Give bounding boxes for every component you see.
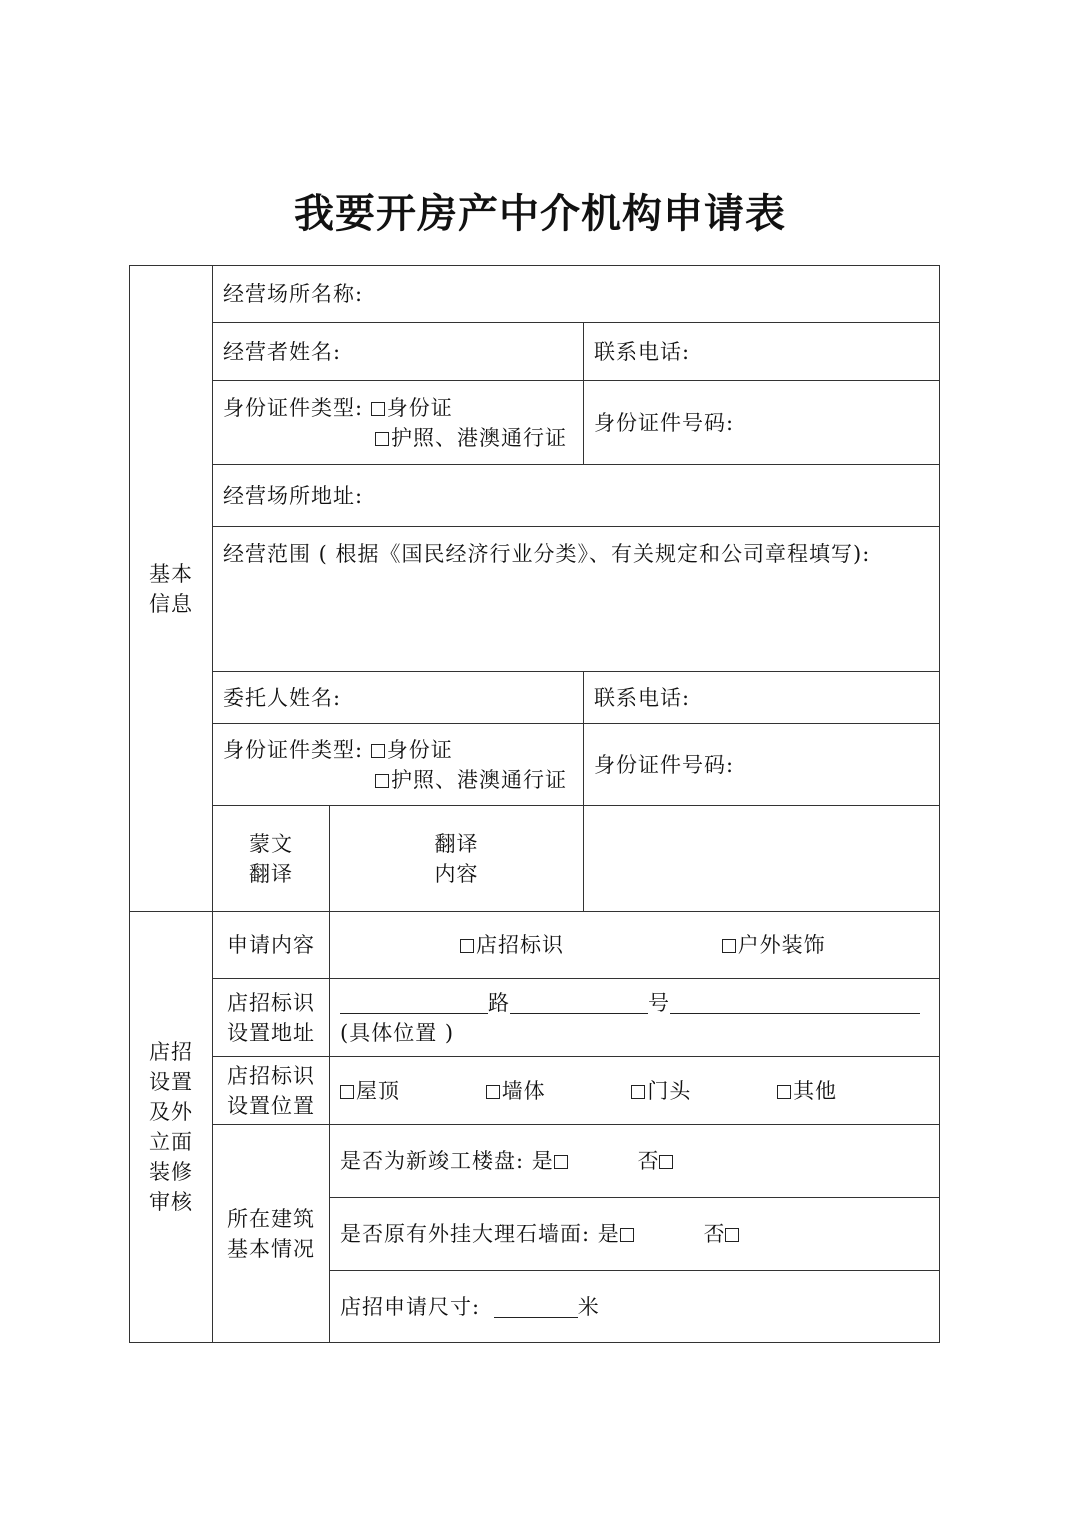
- new-building-yes-checkbox[interactable]: [554, 1155, 568, 1169]
- agent-id-type-label: 身份证件类型:: [223, 737, 364, 762]
- building-info-label-cell: [213, 1125, 330, 1343]
- apply-content-options: [330, 912, 940, 979]
- agent-id-number-field[interactable]: [584, 724, 940, 806]
- id-card-text: 身份证: [386, 395, 453, 420]
- apply-decoration-text: 户外装饰: [737, 933, 826, 957]
- other-text: 其他: [793, 1078, 838, 1103]
- new-building-no-option[interactable]: [637, 1146, 675, 1176]
- new-building-row: [330, 1125, 940, 1198]
- section-basic-info: [130, 266, 213, 912]
- agent-id-card-checkbox[interactable]: [371, 744, 385, 758]
- passport-text: 护照、港澳通行证: [391, 425, 567, 450]
- agent-passport-text: 护照、港澳通行证: [391, 767, 567, 792]
- road-blank[interactable]: [340, 991, 488, 1014]
- section-signage: [130, 912, 213, 1343]
- page-title: 我要开房产中介机构申请表: [294, 191, 786, 237]
- business-scope-label: 经营范围 ( 根据《国民经济行业分类》、有关规定和公司章程填写):: [223, 542, 871, 566]
- marble-no-text: 否: [703, 1222, 726, 1246]
- other-option[interactable]: [777, 1076, 837, 1106]
- business-name-label: 经营场所名称:: [223, 282, 364, 306]
- signage-address-label: 店招标识 设置地址: [227, 990, 315, 1045]
- translation-content-label: 翻译 内容: [434, 831, 479, 886]
- roof-option[interactable]: [340, 1076, 400, 1106]
- id-card-option[interactable]: [371, 393, 453, 423]
- translation-content-field[interactable]: [584, 806, 940, 912]
- apply-signage-checkbox[interactable]: [460, 939, 474, 953]
- agent-passport-option[interactable]: [375, 765, 567, 795]
- operator-phone-field[interactable]: [584, 323, 940, 381]
- agent-id-card-text: 身份证: [386, 737, 453, 762]
- signage-position-label: 店招标识 设置位置: [227, 1063, 315, 1118]
- wall-option[interactable]: [486, 1076, 546, 1106]
- signage-address-field[interactable]: [330, 979, 940, 1057]
- roof-text: 屋顶: [356, 1078, 400, 1103]
- number-text: 号: [648, 990, 670, 1015]
- agent-phone-label: 联系电话:: [594, 685, 691, 710]
- agent-passport-checkbox[interactable]: [375, 774, 389, 788]
- signage-size-row: [330, 1271, 940, 1343]
- id-type-label: 身份证件类型:: [223, 395, 364, 420]
- doorhead-checkbox[interactable]: [631, 1085, 645, 1099]
- section-translation-label: 蒙文 翻译: [249, 831, 293, 886]
- apply-content-label: 申请内容: [227, 933, 315, 957]
- agent-id-card-option[interactable]: [371, 735, 453, 765]
- road-text: 路: [488, 990, 510, 1015]
- doorhead-text: 门头: [647, 1078, 692, 1103]
- detail-blank[interactable]: [670, 991, 920, 1014]
- translation-content-label-cell: [330, 806, 584, 912]
- section-basic-label: 基本 信息: [149, 561, 193, 616]
- business-scope-field[interactable]: [213, 527, 940, 672]
- number-blank[interactable]: [510, 991, 648, 1014]
- agent-name-label: 委托人姓名:: [223, 685, 342, 710]
- apply-decoration-option[interactable]: [722, 930, 826, 960]
- signage-address-label-cell: [213, 979, 330, 1057]
- new-building-no-text: 否: [637, 1149, 660, 1173]
- signage-position-options: [330, 1057, 940, 1125]
- application-form: [129, 265, 940, 1343]
- marble-wall-question: 是否原有外挂大理石墙面:: [340, 1222, 591, 1246]
- business-address-label: 经营场所地址:: [223, 483, 364, 508]
- apply-content-label-cell: [213, 912, 330, 979]
- marble-no-option[interactable]: [703, 1219, 741, 1249]
- roof-checkbox[interactable]: [340, 1085, 354, 1099]
- agent-id-type-field: [213, 724, 584, 806]
- marble-wall-row: [330, 1198, 940, 1271]
- apply-decoration-checkbox[interactable]: [722, 939, 736, 953]
- business-name-field[interactable]: [213, 266, 940, 323]
- marble-yes-checkbox[interactable]: [620, 1228, 634, 1242]
- marble-no-checkbox[interactable]: [725, 1228, 739, 1242]
- id-number-label: 身份证件号码:: [594, 410, 735, 435]
- section-signage-label: 店招 设置 及外 立面 装修 审核: [149, 1040, 193, 1214]
- apply-signage-text: 店招标识: [476, 933, 564, 957]
- other-checkbox[interactable]: [777, 1085, 791, 1099]
- new-building-yes-text: 是: [531, 1149, 554, 1173]
- signage-size-blank[interactable]: [494, 1295, 578, 1318]
- agent-phone-field[interactable]: [584, 672, 940, 724]
- id-card-checkbox[interactable]: [371, 402, 385, 416]
- signage-size-label: 店招申请尺寸:: [340, 1294, 481, 1319]
- marble-yes-option[interactable]: [598, 1219, 636, 1249]
- section-translation: [213, 806, 330, 912]
- operator-id-number-field[interactable]: [584, 381, 940, 465]
- operator-name-field[interactable]: [213, 323, 584, 381]
- new-building-yes-option[interactable]: [532, 1146, 570, 1176]
- agent-id-number-label: 身份证件号码:: [594, 752, 735, 777]
- meter-unit: 米: [577, 1294, 600, 1319]
- operator-phone-label: 联系电话:: [594, 339, 691, 364]
- specific-location-text: (具体位置 ): [340, 1020, 455, 1045]
- new-building-question: 是否为新竣工楼盘:: [340, 1149, 525, 1173]
- marble-yes-text: 是: [597, 1222, 620, 1246]
- passport-option[interactable]: [375, 423, 567, 453]
- passport-checkbox[interactable]: [375, 432, 389, 446]
- operator-name-label: 经营者姓名:: [223, 339, 342, 364]
- wall-text: 墙体: [501, 1078, 546, 1103]
- signage-position-label-cell: [213, 1057, 330, 1125]
- operator-id-type-field: [213, 381, 584, 465]
- agent-name-field[interactable]: [213, 672, 584, 724]
- doorhead-option[interactable]: [631, 1076, 691, 1106]
- new-building-no-checkbox[interactable]: [659, 1155, 673, 1169]
- building-info-label: 所在建筑 基本情况: [227, 1206, 315, 1261]
- business-address-field[interactable]: [213, 465, 940, 527]
- apply-signage-option[interactable]: [460, 930, 564, 960]
- wall-checkbox[interactable]: [486, 1085, 500, 1099]
